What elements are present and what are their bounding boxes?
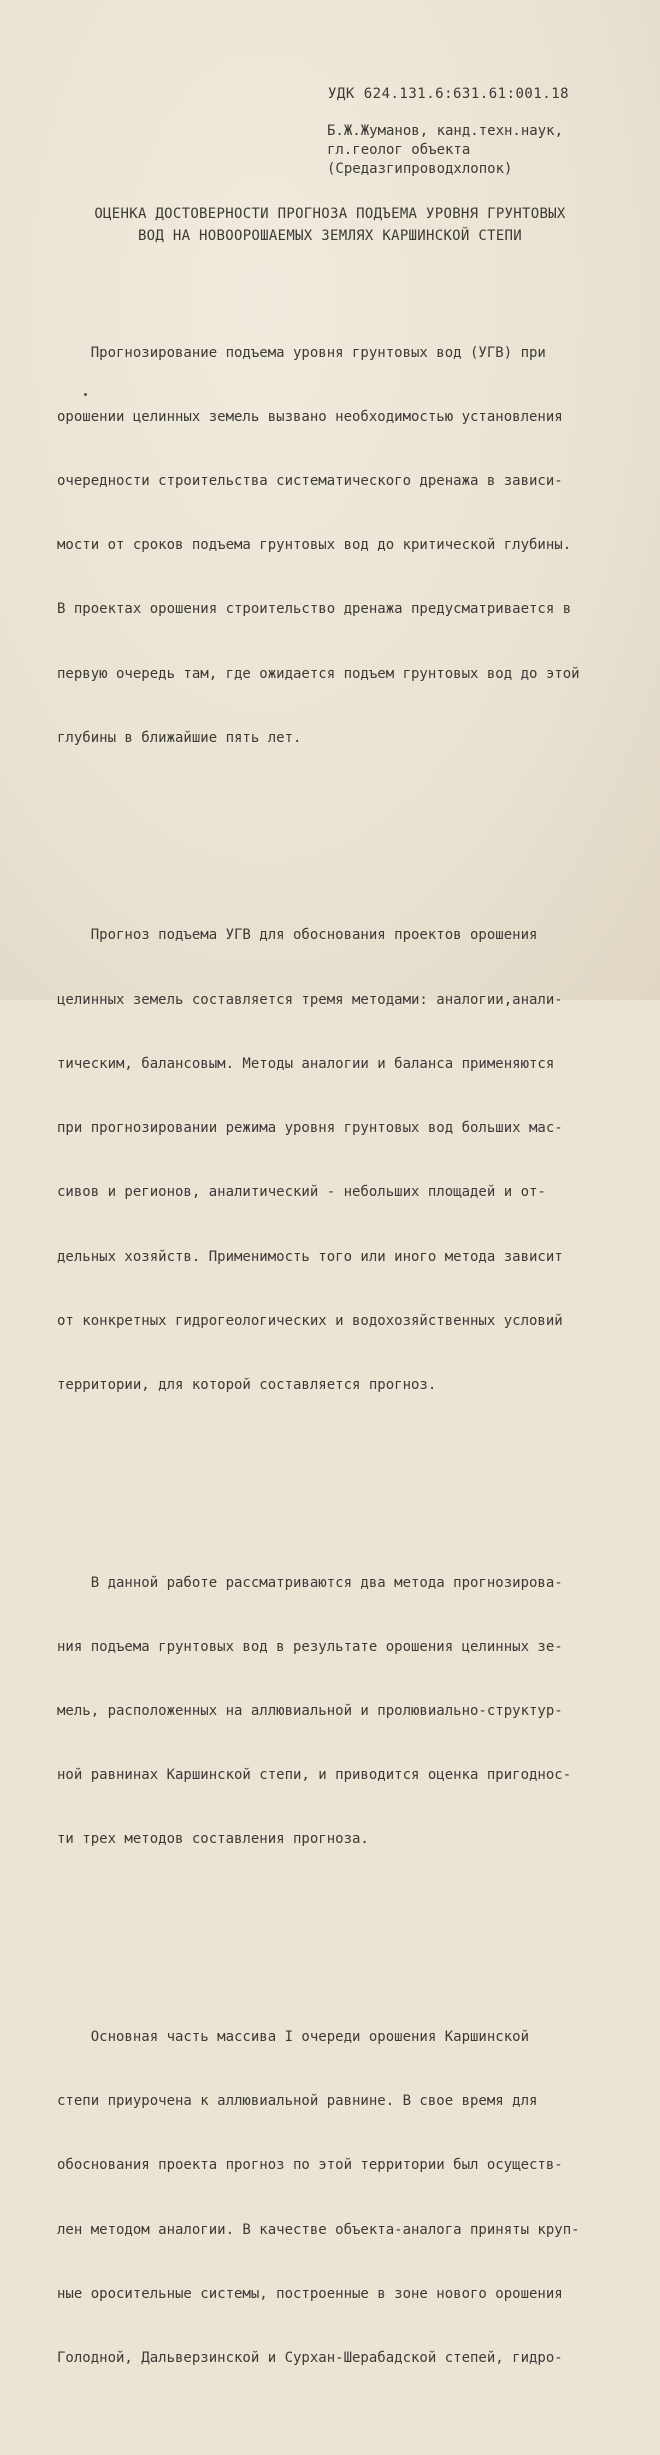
text-line: дельных хозяйств. Применимость того или иного метода зависит — [57, 1248, 563, 1265]
article-title — [0, 203, 660, 247]
text-line: целинных земель составляется тремя методами: аналогии,анали- — [57, 991, 563, 1008]
text-line: при прогнозировании режима уровня грунтовых вод больших мас- — [57, 1120, 563, 1137]
paragraph-gap — [57, 1482, 632, 1487]
text-line: В данной работе рассматриваются два метода прогнозирова- — [57, 1574, 563, 1591]
udk-code: УДК 624.131.6:631.61:001.18 — [328, 86, 570, 102]
paragraph-gap — [57, 1936, 632, 1941]
text-line: ные оросительные системы, построенные в зоне нового орошения — [57, 2285, 563, 2302]
body-text — [57, 257, 632, 2455]
paragraph-3 — [57, 1530, 632, 1894]
author-name-line: Б.Ж.Жуманов, канд.техн.наук, — [327, 123, 564, 139]
author-organization-line: (Средазгипроводхлопок) — [327, 161, 513, 177]
text-line: глубины в ближайшие пять лет. — [57, 729, 302, 746]
author-block — [327, 122, 563, 179]
text-line: от конкретных гидрогеологических и водохозяйственных условий — [57, 1312, 563, 1329]
text-line: тическим, балансовым. Методы аналогии и баланса применяются — [57, 1055, 555, 1072]
text-line: территории, для которой составляется прогноз. — [57, 1376, 437, 1393]
text-line: лен методом аналогии. В качестве объекта-аналога приняты круп- — [57, 2221, 580, 2238]
text-line: первую очередь там, где ожидается подъем грунтовых вод до этой — [57, 665, 580, 682]
text-line: Прогноз подъема УГВ для обоснования проектов орошения — [57, 927, 538, 944]
paragraph-4 — [57, 1984, 632, 2412]
text-line: мости от сроков подъема грунтовых вод до критической глубины. — [57, 537, 572, 554]
title-line: ОЦЕНКА ДОСТОВЕРНОСТИ ПРОГНОЗА ПОДЪЕМА УРОВНЯ ГРУНТОВЫХ — [94, 206, 566, 222]
paragraph-1 — [57, 300, 632, 792]
text-line: ти трех методов составления прогноза. — [57, 1831, 369, 1848]
text-line: Прогнозирование подъема уровня грунтовых вод (УГВ) при — [57, 344, 546, 361]
text-line: обоснования проекта прогноз по этой территории был осуществ- — [57, 2157, 563, 2174]
text-line: ния подъема грунтовых вод в результате орошения целинных зе- — [57, 1638, 563, 1655]
text-line: степи приурочена к аллювиальной равнине. В свое время для — [57, 2093, 538, 2110]
author-position-line: гл.геолог объекта — [327, 142, 471, 158]
text-line: ной равнинах Каршинской степи, и приводится оценка пригоднос- — [57, 1767, 572, 1784]
text-line: Основная часть массива I очереди орошения Каршинской — [57, 2029, 530, 2045]
text-line: очередности строительства систематического дренажа в зависи- — [57, 473, 563, 490]
text-line: Голодной, Дальверзинской и Сурхан-Шерабадской степей, гидро- — [57, 2350, 563, 2367]
text-line: сивов и регионов, аналитический - небольших площадей и от- — [57, 1184, 546, 1201]
paragraph-2 — [57, 883, 632, 1439]
text-line: В проектах орошения строительство дренажа предусматривается в — [57, 601, 572, 618]
text-line: орошении целинных земель вызвано необходимостью установления — [57, 408, 563, 425]
text-line: мель, расположенных на аллювиальной и пролювиально-структур- — [57, 1702, 563, 1719]
title-line: ВОД НА НОВООРОШАЕМЫХ ЗЕМЛЯХ КАРШИНСКОЙ СТЕПИ — [137, 228, 523, 244]
paragraph-gap — [57, 835, 632, 840]
ink-speck — [84, 393, 87, 396]
